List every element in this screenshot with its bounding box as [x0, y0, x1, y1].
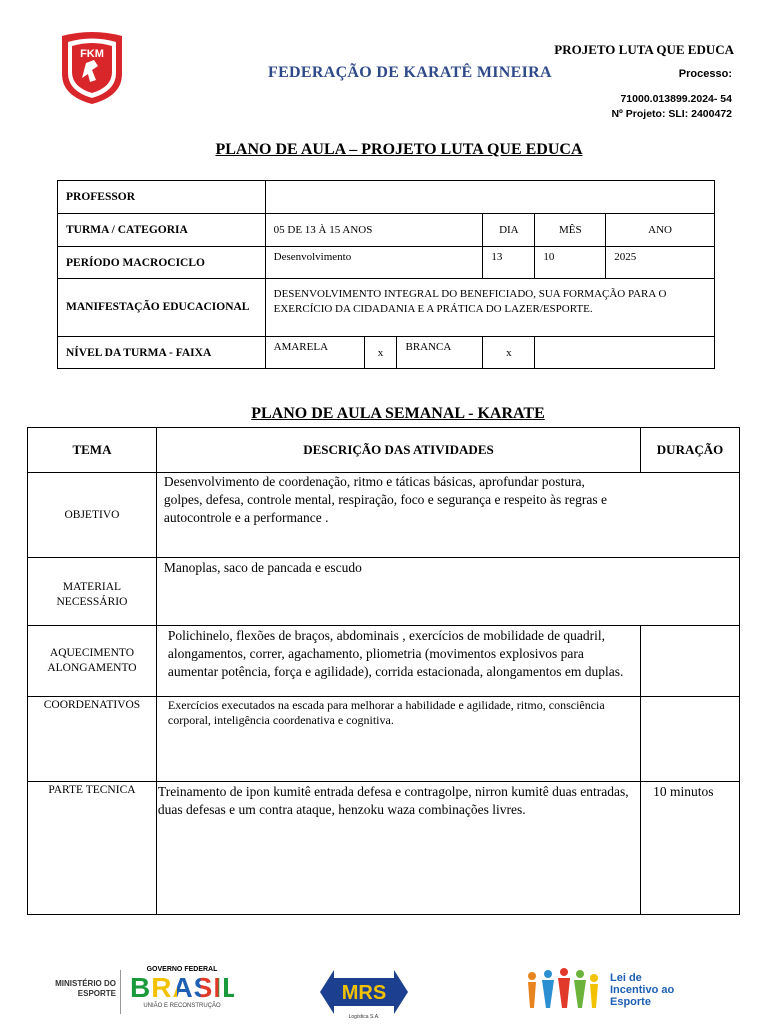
- tema-cell: AQUECIMENTO ALONGAMENTO: [28, 626, 157, 697]
- faixa-empty: [535, 337, 715, 369]
- tema-cell: OBJETIVO: [28, 473, 157, 558]
- duracao-cell: [641, 697, 740, 782]
- turma-label: TURMA / CATEGORIA: [58, 214, 266, 247]
- nivel-label: NÍVEL DA TURMA - FAIXA: [58, 337, 266, 369]
- logo-text: FKM: [80, 48, 104, 60]
- faixa-branca: BRANCA: [397, 337, 483, 369]
- footer-divider: [120, 970, 121, 1014]
- manifestacao-value: DESENVOLVIMENTO INTEGRAL DO BENEFICIADO, SUA FORMAÇÃO PARA O EXERCÍCIO DA CIDADANIA E A PRÁTICA DO LAZER/ESPORTE.: [265, 279, 714, 337]
- header-duracao: DURAÇÃO: [641, 428, 740, 473]
- fkm-logo: [58, 30, 126, 106]
- professor-label: PROFESSOR: [58, 181, 266, 214]
- header-tema: TEMA: [28, 428, 157, 473]
- lei-incentivo-logo: [522, 964, 686, 1014]
- periodo-value: Desenvolvimento: [265, 247, 483, 279]
- gov-brand-text: BRASIL: [130, 972, 241, 1003]
- table-row: [28, 473, 740, 558]
- periodo-label: PERÍODO MACROCICLO: [58, 247, 266, 279]
- dia-value: 13: [483, 247, 535, 279]
- faixa-amarela: AMARELA: [265, 337, 364, 369]
- ano-value: 2025: [606, 247, 715, 279]
- descricao-cell: Treinamento de ipon kumitê entrada defesa e contragolpe, nirron kumitê duas entradas, duas defesas e um contra ataque, henzoku waza combinações livres.: [157, 784, 629, 817]
- tema-cell: COORDENATIVOS: [28, 697, 157, 782]
- faixa-branca-mark: x: [483, 337, 535, 369]
- weekly-table: [27, 427, 740, 915]
- people-icon: [522, 964, 600, 1014]
- dia-label: DIA: [483, 214, 535, 247]
- mrs-sub-text: Logística S.A.: [348, 1014, 380, 1020]
- mes-label: MÊS: [535, 214, 606, 247]
- descricao-cell: Manoplas, saco de pancada e escudo: [163, 560, 362, 575]
- mes-value: 10: [535, 247, 606, 279]
- duracao-cell: [641, 626, 740, 697]
- table-row: [28, 697, 740, 782]
- manifestacao-label: MANIFESTAÇÃO EDUCACIONAL: [58, 279, 266, 337]
- descricao-cell: Exercícios executados na escada para melhorar a habilidade e agilidade, ritmo, consciência corporal, inteligência coordenativa e cognitiva.: [167, 698, 605, 727]
- tema-cell: PARTE TECNICA: [28, 782, 157, 915]
- governo-federal-logo: [130, 966, 241, 1009]
- professor-value: [265, 181, 714, 214]
- turma-value: 05 DE 13 À 15 ANOS: [265, 214, 483, 247]
- page-title: PLANO DE AULA – PROJETO LUTA QUE EDUCA: [215, 141, 583, 158]
- table-row: [28, 626, 740, 697]
- gov-sub-text: UNIÃO E RECONSTRUÇÃO: [143, 1003, 221, 1009]
- tema-cell: MATERIAL NECESSÁRIO: [28, 558, 157, 626]
- table-row: [28, 782, 740, 915]
- faixa-amarela-mark: x: [364, 337, 397, 369]
- descricao-cell: Polichinelo, flexões de braços, abdominais , exercícios de mobilidade de quadril, alongamentos, correr, agachamento, pliometria (movimentos explosivos para aumentar potência, força e agilidade), corrida estacionada, alongamentos em duplas.: [167, 628, 624, 679]
- process-number: 71000.013899.2024- 54: [620, 93, 732, 105]
- project-number: Nº Projeto: SLI: 2400472: [611, 108, 732, 120]
- table-row: [28, 558, 740, 626]
- federation-name: FEDERAÇÃO DE KARATÊ MINEIRA: [268, 64, 552, 81]
- ano-label: ANO: [606, 214, 715, 247]
- project-name: PROJETO LUTA QUE EDUCA: [554, 42, 734, 57]
- mrs-text: MRS: [341, 982, 387, 1004]
- duracao-cell: 10 minutos: [641, 782, 740, 915]
- lei-text: Lei de Incentivo ao Esporte: [610, 972, 675, 1008]
- header-descricao: DESCRIÇÃO DAS ATIVIDADES: [156, 428, 640, 473]
- info-table: [57, 180, 715, 369]
- ministerio-text: MINISTÉRIO DO ESPORTE: [55, 979, 116, 998]
- gov-top-text: GOVERNO FEDERAL: [146, 966, 218, 973]
- mrs-logo: [318, 964, 410, 1020]
- ministerio-logo: [44, 979, 116, 999]
- descricao-cell: Desenvolvimento de coordenação, ritmo e táticas básicas, aprofundar postura, golpes, defesa, controle mental, respiração, foco e segurança e respeito às regras e autocontrole e a performance .: [163, 474, 607, 525]
- weekly-title: PLANO DE AULA SEMANAL - KARATE: [251, 405, 545, 422]
- process-label: Processo:: [678, 68, 732, 80]
